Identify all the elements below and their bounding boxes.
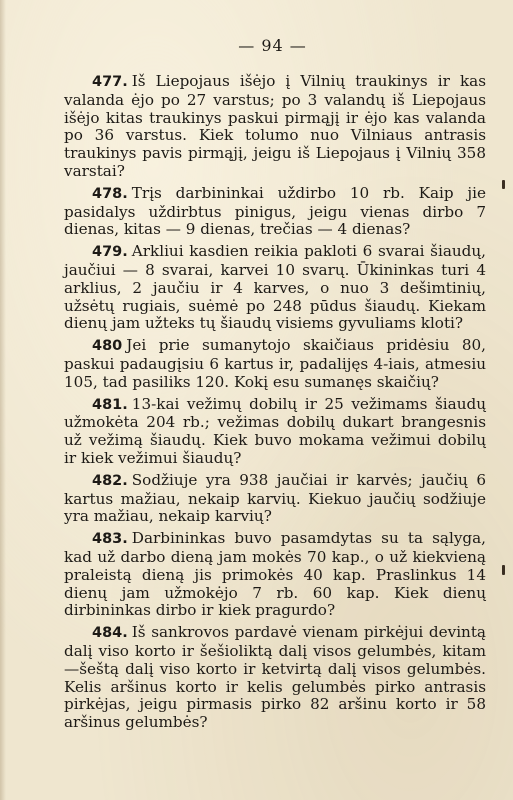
problem-text: Jei prie sumanytojo skaičiaus pridėsiu 80, paskui padaugįsiu 6 kartus ir, padalijęs 4-iais, atmesiu 105, tad pasiliks 120. Kokį esu sumanęs skaičių? [64, 336, 486, 391]
page-gutter-shadow [0, 0, 6, 800]
problem-number: 479. [92, 244, 128, 261]
margin-ink-mark [502, 180, 505, 189]
page-number: — 94 — [238, 36, 307, 55]
problem-number: 483. [92, 531, 128, 548]
problem-484 [64, 624, 486, 732]
problem-482 [64, 472, 486, 526]
problem-number: 477. [92, 74, 128, 90]
problem-text: Darbininkas buvo pasamdytas su ta sąlyga, kad už darbo dieną jam mokės 70 kap., o už kiekvieną praleistą dieną jis primokės 40 kap. Praslinkus 14 dienų jam užmokėjo 7 rb. 60 kap. Kiek dienų dirbininkas dirbo ir kiek pragurdo? [64, 529, 486, 620]
problem-text: Iš sankrovos pardavė vienam pirkėjui devintą dalį viso korto ir šešioliktą dalį visos gelumbės, kitam—šeštą dalį viso korto ir ketvirtą dalį visos gelumbės. Kelis aršinus korto ir kelis gelumbės pirko antrasis pirkėjas, jeigu pirmasis pirko 82 aršinu korto ir 58 aršinus gelumbės? [64, 623, 486, 732]
problem-479 [64, 243, 486, 333]
problem-text: Arkliui kasdien reikia pakloti 6 svarai šiaudų, jaučiui — 8 svarai, karvei 10 svarų. Ūkininkas turi 4 arklius, 2 jaučiu ir 4 karves, o nuo 3 dešimtinių, užsėtų rugiais, suėmė po 248 pūdus šiaudų. Kiekam dienų jam užteks tų šiaudų visiems gyvuliams kloti? [64, 242, 486, 333]
problem-text: Iš Liepojaus išėjo į Vilnių traukinys ir kas valanda ėjo po 27 varstus; po 3 valandų iš Liepojaus išėjo kitas traukinys paskui pirmąjį ir ėjo kas valanda po 36 varstus. Kiek tolumo nuo Vilniaus antrasis traukinys pavis pirmąjį, jeigu iš Liepojaus į Vilnių 358 varstai? [64, 72, 486, 180]
problem-text: Trįs darbininkai uždirbo 10 rb. Kaip jie pasidalys uždirbtus pinigus, jeigu vienas dirbo 7 dienas, kitas — 9 dienas, trečias — 4 dienas? [64, 183, 486, 239]
problem-number: 481. [92, 396, 128, 413]
problem-480 [64, 337, 486, 391]
problem-477 [64, 73, 486, 181]
margin-ink-mark [502, 565, 505, 575]
problem-text: 13-kai vežimų dobilų ir 25 vežimams šiaudų užmokėta 204 rb.; vežimas dobilų dukart brangesnis už vežimą šiaudų. Kiek buvo mokama vežimui dobilų ir kiek vežimui šiaudų? [64, 394, 486, 467]
problem-481 [64, 396, 486, 468]
problem-478 [64, 185, 486, 239]
problem-483 [64, 530, 486, 620]
problem-number: 480 [92, 338, 123, 355]
problem-text: Sodžiuje yra 938 jaučiai ir karvės; jaučių 6 kartus mažiau, nekaip karvių. Kiekuo jaučių sodžiuje yra mažiau, nekaip karvių? [64, 470, 486, 526]
problem-number: 478. [92, 185, 128, 202]
problem-list [64, 73, 486, 736]
problem-number: 482. [92, 472, 128, 489]
problem-number: 484. [92, 625, 128, 642]
